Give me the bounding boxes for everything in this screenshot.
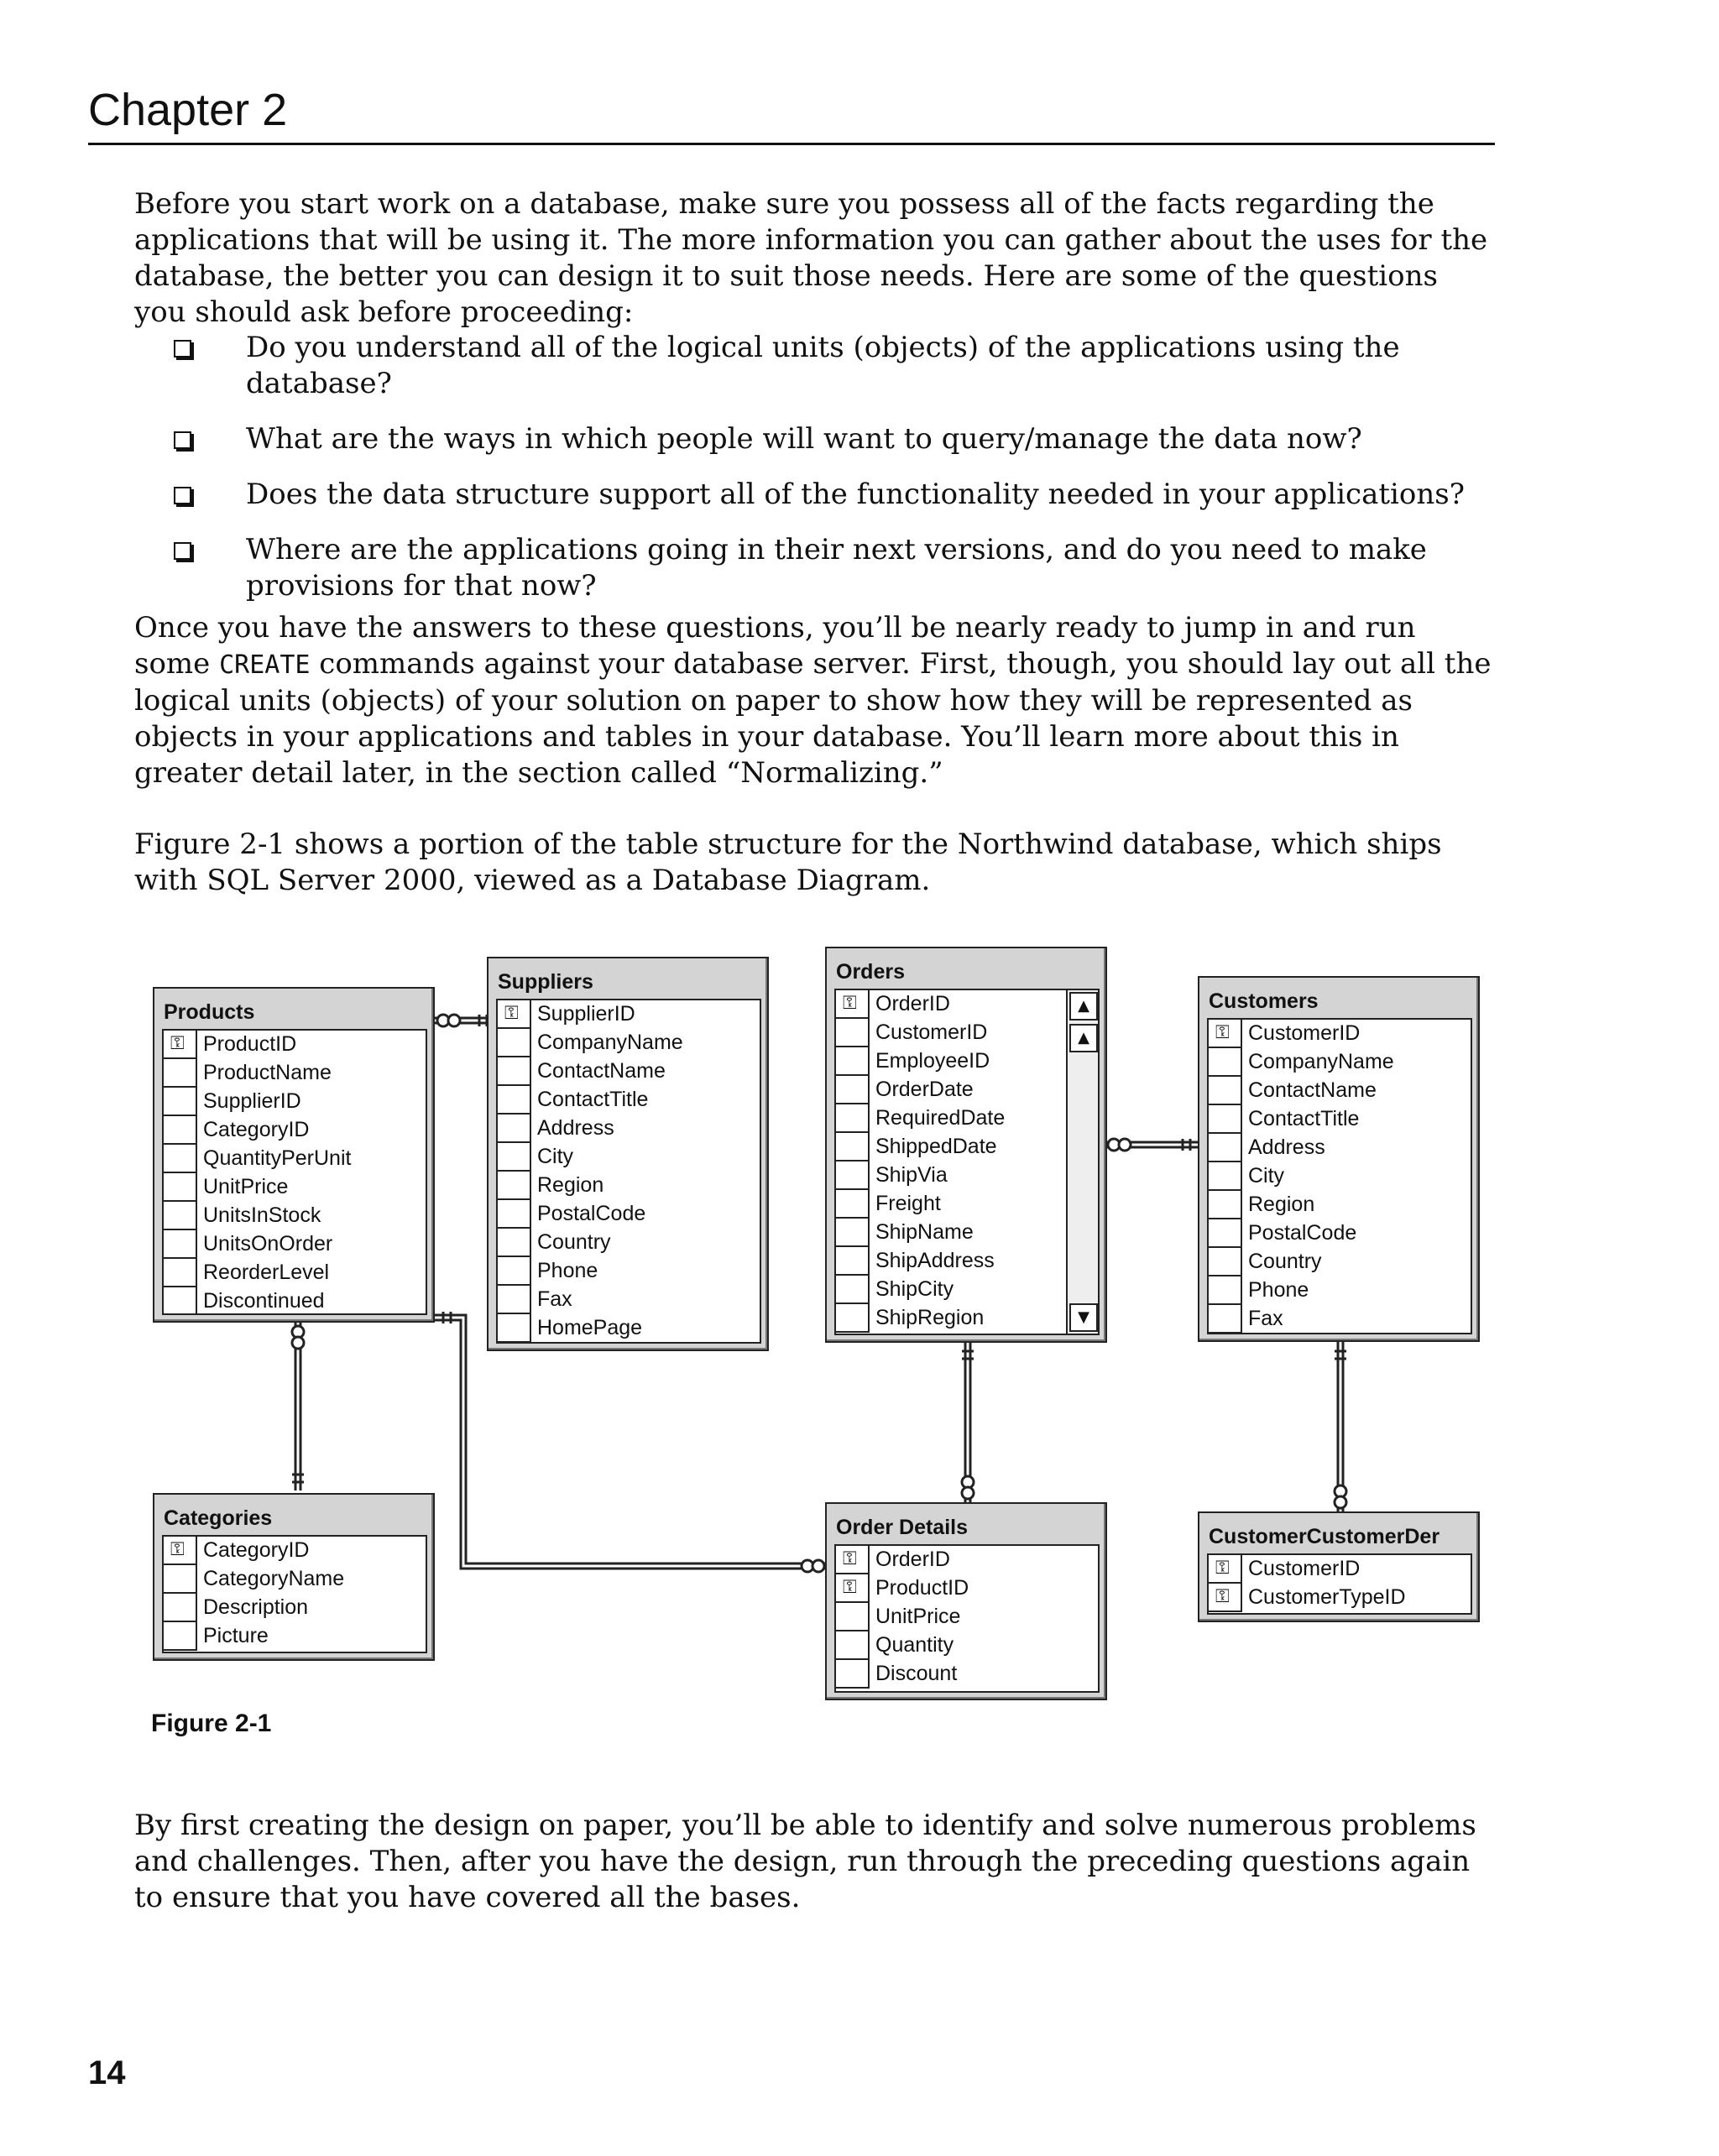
column-row[interactable]	[1209, 1248, 1471, 1276]
column-name: CompanyName	[537, 1031, 683, 1054]
column-row[interactable]	[164, 1594, 426, 1622]
column-row[interactable]	[498, 1229, 760, 1257]
column-name: Address	[1248, 1135, 1325, 1159]
column-name: RequiredDate	[875, 1106, 1006, 1130]
column-row[interactable]	[164, 1259, 426, 1287]
key-icon: ⚿	[1215, 1558, 1230, 1579]
column-row[interactable]	[498, 1057, 760, 1086]
column-name: CategoryName	[203, 1567, 345, 1590]
column-name: Freight	[875, 1192, 941, 1215]
column-name: Region	[537, 1173, 604, 1197]
arrow-up-icon[interactable]: ▲	[1069, 992, 1098, 1021]
column-name: Fax	[537, 1287, 572, 1311]
column-name: Phone	[537, 1259, 598, 1282]
table-title: Customers	[1209, 989, 1319, 1013]
column-row[interactable]	[836, 1631, 1098, 1660]
column-row[interactable]	[836, 1190, 1098, 1219]
column-row[interactable]	[1209, 1105, 1471, 1134]
column-row[interactable]	[498, 1257, 760, 1286]
column-name: ShipRegion	[875, 1306, 985, 1329]
column-list	[1207, 1553, 1472, 1615]
column-name: Phone	[1248, 1278, 1309, 1302]
column-name: ProductID	[875, 1576, 969, 1600]
column-row[interactable]	[836, 1304, 1098, 1333]
table-title: Suppliers	[498, 970, 593, 994]
question-text: What are the ways in which people will want to query/manage the data now?	[246, 422, 1362, 456]
column-list	[162, 1029, 427, 1315]
column-name: City	[1248, 1164, 1285, 1188]
column-name: City	[537, 1145, 574, 1168]
relationship-key-end	[443, 1312, 451, 1323]
column-name: ShippedDate	[875, 1135, 997, 1158]
relationship-key-end	[292, 1475, 304, 1482]
column-name: ReorderLevel	[203, 1261, 330, 1284]
column-row[interactable]	[1209, 1305, 1471, 1334]
column-name: ShipAddress	[875, 1249, 995, 1272]
intro-paragraph: Before you start work on a database, make sure you possess all of the facts regarding the applications that will be using it. The more information you can gather about the uses for the database, the better you can design it to suit those needs. Here are some of the questions you should ask before proceeding:	[134, 187, 1488, 329]
chapter-title: Chapter 2	[88, 85, 288, 135]
relationship-key-end	[479, 1015, 487, 1026]
column-name: Quantity	[875, 1633, 954, 1657]
column-row[interactable]	[836, 1660, 1098, 1689]
column-name: Country	[537, 1230, 611, 1254]
column-name: PostalCode	[537, 1202, 646, 1225]
table-suppliers[interactable]	[487, 957, 769, 1351]
column-name: Discontinued	[203, 1289, 325, 1313]
table-order-details[interactable]	[825, 1502, 1107, 1700]
column-name: SupplierID	[537, 1002, 635, 1026]
column-row[interactable]	[836, 1047, 1098, 1076]
table-customer-customer-demo[interactable]	[1198, 1511, 1480, 1622]
column-name: ContactTitle	[537, 1088, 649, 1111]
paragraph-text: commands against your database server. First, though, you should lay out all the logical units (objects) of your solution on paper to show how they will be represented as objects in your applications and tables in your database. You’ll learn more about this in greater detail later, in the section called “Normalizing.”	[134, 647, 1492, 790]
column-name: ProductName	[203, 1061, 332, 1084]
column-name: CategoryID	[203, 1118, 310, 1141]
column-name: UnitsOnOrder	[203, 1232, 333, 1255]
column-name: ContactTitle	[1248, 1107, 1360, 1130]
relationship-key-end	[962, 1351, 974, 1359]
key-icon: ⚿	[843, 1577, 857, 1598]
column-row[interactable]	[164, 1059, 426, 1088]
column-list	[162, 1535, 427, 1653]
column-row[interactable]	[498, 1143, 760, 1172]
column-name: EmployeeID	[875, 1049, 990, 1073]
column-name: CustomerID	[875, 1021, 988, 1044]
column-name: PostalCode	[1248, 1221, 1357, 1245]
column-row[interactable]	[498, 1086, 760, 1115]
column-name: OrderDate	[875, 1078, 974, 1101]
column-row[interactable]	[836, 1247, 1098, 1276]
column-name: OrderID	[875, 1548, 950, 1571]
column-name: CategoryID	[203, 1538, 310, 1562]
column-row[interactable]	[1209, 1162, 1471, 1191]
column-row[interactable]	[836, 1104, 1098, 1133]
column-row[interactable]	[1209, 1048, 1471, 1077]
closing-paragraph: By first creating the design on paper, you’ll be able to identify and solve numerous problems and challenges. Then, after you have the design, run through the preceding questions again to ensure that you have covered all the bases.	[134, 1809, 1476, 1914]
column-name: Address	[537, 1116, 614, 1140]
table-title: Order Details	[836, 1516, 969, 1539]
column-list	[834, 1544, 1100, 1693]
column-row[interactable]	[498, 1115, 760, 1143]
column-name: ContactName	[1248, 1078, 1377, 1102]
column-row[interactable]	[836, 1546, 1098, 1574]
key-icon: ⚿	[843, 993, 857, 1014]
key-icon: ⚿	[1215, 1022, 1230, 1043]
table-orders[interactable]	[825, 947, 1107, 1343]
table-categories[interactable]	[153, 1493, 435, 1661]
column-name: HomePage	[537, 1316, 643, 1339]
column-row[interactable]	[1209, 1555, 1471, 1584]
column-name: OrderID	[875, 992, 950, 1015]
column-row[interactable]	[498, 1200, 760, 1229]
key-icon: ⚿	[170, 1033, 185, 1054]
column-name: SupplierID	[203, 1089, 301, 1113]
table-title: Categories	[164, 1506, 273, 1530]
column-name: CustomerTypeID	[1248, 1585, 1406, 1609]
column-row[interactable]	[1209, 1020, 1471, 1048]
column-row[interactable]	[836, 1603, 1098, 1631]
column-row[interactable]	[836, 1133, 1098, 1162]
column-row[interactable]	[836, 1574, 1098, 1603]
question-text: Does the data structure support all of the functionality needed in your applications?	[246, 478, 1465, 511]
question-text: Do you understand all of the logical units (objects) of the applications using the database?	[246, 331, 1400, 400]
column-name: Discount	[875, 1662, 958, 1685]
arrow-up-icon[interactable]: ▲	[1069, 1024, 1098, 1052]
column-name: UnitPrice	[875, 1605, 961, 1628]
table-customers[interactable]	[1198, 976, 1480, 1342]
key-icon: ⚿	[1215, 1586, 1230, 1607]
table-title: Products	[164, 1000, 255, 1024]
column-name: Description	[203, 1595, 309, 1619]
column-row[interactable]	[498, 1286, 760, 1314]
paragraph-figure-intro: Figure 2-1 shows a portion of the table structure for the Northwind database, which ships with SQL Server 2000, viewed as a Database Diagram.	[134, 827, 1442, 897]
column-row[interactable]	[164, 1031, 426, 1059]
column-row[interactable]	[164, 1088, 426, 1116]
column-name: CustomerID	[1248, 1021, 1361, 1045]
table-products[interactable]	[153, 987, 435, 1323]
column-name: Region	[1248, 1193, 1315, 1216]
column-row[interactable]	[836, 1076, 1098, 1104]
column-row[interactable]	[164, 1622, 426, 1651]
column-row[interactable]	[836, 1219, 1098, 1247]
column-row[interactable]	[1209, 1077, 1471, 1105]
column-row[interactable]	[164, 1537, 426, 1565]
column-row[interactable]	[1209, 1191, 1471, 1219]
table-title: Orders	[836, 960, 905, 984]
column-name: QuantityPerUnit	[203, 1146, 352, 1170]
column-name: ShipCity	[875, 1277, 954, 1301]
key-icon: ⚿	[504, 1003, 519, 1024]
column-name: CustomerID	[1248, 1557, 1361, 1580]
key-icon: ⚿	[170, 1539, 185, 1560]
relationship-products-orderdetails	[434, 1315, 831, 1563]
column-list[interactable]	[834, 989, 1100, 1335]
page-number: 14	[88, 2054, 126, 2091]
column-row[interactable]	[1209, 1219, 1471, 1248]
column-row[interactable]	[164, 1145, 426, 1173]
column-name: ShipName	[875, 1220, 974, 1244]
arrow-down-icon[interactable]: ▼	[1069, 1303, 1098, 1332]
column-row[interactable]	[164, 1116, 426, 1145]
column-name: Country	[1248, 1250, 1322, 1273]
column-row[interactable]	[164, 1202, 426, 1230]
relationship-key-end	[1335, 1351, 1346, 1359]
column-row[interactable]	[1209, 1276, 1471, 1305]
column-row[interactable]	[498, 1172, 760, 1200]
column-row[interactable]	[164, 1173, 426, 1202]
table-title: CustomerCustomerDer	[1209, 1525, 1440, 1548]
column-name: ShipVia	[875, 1163, 948, 1187]
figure-caption: Figure 2-1	[151, 1710, 272, 1737]
scrollbar[interactable]	[1066, 990, 1098, 1334]
column-row[interactable]	[836, 990, 1098, 1019]
relationship-key-end	[1183, 1139, 1190, 1151]
column-row[interactable]	[836, 1276, 1098, 1304]
column-row[interactable]	[498, 1314, 760, 1343]
column-row[interactable]	[164, 1230, 426, 1259]
column-row[interactable]	[498, 1029, 760, 1057]
column-name: Picture	[203, 1624, 269, 1647]
column-row[interactable]	[836, 1162, 1098, 1190]
column-row[interactable]	[836, 1019, 1098, 1047]
column-row[interactable]	[164, 1287, 426, 1315]
inline-code: CREATE	[219, 650, 311, 680]
column-row[interactable]	[1209, 1134, 1471, 1162]
column-row[interactable]	[498, 1000, 760, 1029]
question-text: Where are the applications going in their next versions, and do you need to make provisions for that now?	[246, 533, 1427, 603]
column-name: UnitsInStock	[203, 1203, 321, 1227]
column-list	[1207, 1018, 1472, 1334]
column-name: CompanyName	[1248, 1050, 1394, 1073]
key-icon: ⚿	[843, 1548, 857, 1569]
column-name: UnitPrice	[203, 1175, 289, 1198]
paragraph-text: Once you have the answers to these questions, you’ll be nearly ready to jump in and run some	[134, 611, 1416, 681]
column-name: ProductID	[203, 1032, 297, 1056]
column-row[interactable]	[164, 1565, 426, 1594]
column-list	[496, 999, 761, 1344]
column-name: ContactName	[537, 1059, 666, 1083]
column-name: Fax	[1248, 1307, 1283, 1330]
column-row[interactable]	[1209, 1584, 1471, 1612]
